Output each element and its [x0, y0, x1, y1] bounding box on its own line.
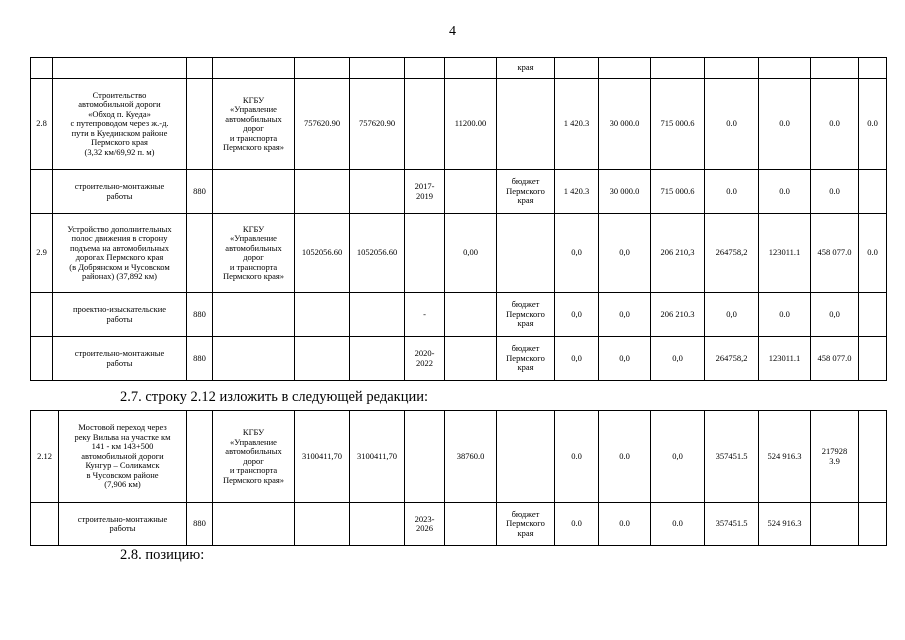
- object-name: Строительство автомобильной дороги «Обход п. Куеда» с путепроводом через ж.-д. пути в Куединском районе Пермского края (3,32 км/69,92 п. м): [53, 79, 187, 170]
- value-cell: 0,0: [599, 214, 651, 293]
- object-name: Устройство дополнительных полос движения в сторону подъема на автомобильных дорогах Пермского края (в Добрянском и Чусовском районах) (37,892 км): [53, 214, 187, 293]
- value-cell: 458 077.0: [811, 214, 859, 293]
- table-row: [31, 214, 887, 293]
- value-cell: 0.0: [651, 503, 705, 546]
- value-cell: [350, 293, 405, 337]
- value-cell: [295, 337, 350, 381]
- value-cell: 30 000.0: [599, 170, 651, 214]
- value-cell: [859, 337, 887, 381]
- code-cell: [187, 214, 213, 293]
- value-cell: 0.0: [705, 79, 759, 170]
- value-cell: 0,0: [651, 411, 705, 503]
- value-cell: 524 916.3: [759, 503, 811, 546]
- value-cell: 264758,2: [705, 337, 759, 381]
- value-cell: 38760.0: [445, 411, 497, 503]
- value-cell: [445, 503, 497, 546]
- value-cell: 715 000.6: [651, 79, 705, 170]
- section-heading: 2.7. строку 2.12 изложить в следующей редакции:: [120, 389, 428, 405]
- period-cell: 2020- 2022: [405, 337, 445, 381]
- row-number: 2.9: [31, 214, 53, 293]
- organization-cell: КГБУ «Управление автомобильных дорог и транспорта Пермского края»: [213, 214, 295, 293]
- value-cell: 0,0: [599, 293, 651, 337]
- value-cell: 0.0: [859, 214, 887, 293]
- row-number: [31, 293, 53, 337]
- value-cell: 357451.5: [705, 503, 759, 546]
- organization-cell: [213, 293, 295, 337]
- table-row: [31, 58, 887, 79]
- value-cell: 3100411,70: [350, 411, 405, 503]
- organization-cell: [213, 503, 295, 546]
- period-cell: [405, 411, 445, 503]
- value-cell: [445, 337, 497, 381]
- value-cell: 0.0: [811, 170, 859, 214]
- value-cell: 0.0: [599, 503, 651, 546]
- value-cell: [350, 503, 405, 546]
- work-name: проектно-изыскательские работы: [53, 293, 187, 337]
- value-cell: 0.0: [759, 79, 811, 170]
- value-cell: [811, 503, 859, 546]
- value-cell: 357451.5: [705, 411, 759, 503]
- code-cell: 880: [187, 170, 213, 214]
- value-cell: 0,0: [651, 337, 705, 381]
- value-cell: [859, 170, 887, 214]
- row-number: [31, 170, 53, 214]
- value-cell: 0.0: [859, 79, 887, 170]
- value-cell: 3100411,70: [295, 411, 350, 503]
- value-cell: [445, 293, 497, 337]
- value-cell: [295, 170, 350, 214]
- code-cell: 880: [187, 503, 213, 546]
- value-cell: 0.0: [759, 170, 811, 214]
- work-name: строительно-монтажные работы: [53, 170, 187, 214]
- code-cell: 880: [187, 337, 213, 381]
- work-name: строительно-монтажные работы: [53, 337, 187, 381]
- value-cell: 0.0: [759, 293, 811, 337]
- row-number: 2.12: [31, 411, 59, 503]
- value-cell: 0,0: [599, 337, 651, 381]
- value-cell: 757620.90: [295, 79, 350, 170]
- page-number: 4: [449, 24, 456, 39]
- organization-cell: [213, 337, 295, 381]
- value-cell: 11200.00: [445, 79, 497, 170]
- value-cell: 123011.1: [759, 337, 811, 381]
- value-cell: 524 916.3: [759, 411, 811, 503]
- value-cell: 206 210.3: [651, 293, 705, 337]
- value-cell: [859, 411, 887, 503]
- value-cell: 0,0: [555, 214, 599, 293]
- value-cell: 0.0: [555, 411, 599, 503]
- value-cell: [295, 503, 350, 546]
- value-cell: 264758,2: [705, 214, 759, 293]
- source-cell: бюджет Пермского края: [497, 293, 555, 337]
- program-table-1: [30, 57, 887, 381]
- table-row: [31, 503, 887, 546]
- period-cell: -: [405, 293, 445, 337]
- source-cell: бюджет Пермского края: [497, 170, 555, 214]
- period-cell: [405, 214, 445, 293]
- value-cell: 0,00: [445, 214, 497, 293]
- value-cell: 30 000.0: [599, 79, 651, 170]
- value-cell: [350, 170, 405, 214]
- organization-cell: КГБУ «Управление автомобильных дорог и транспорта Пермского края»: [213, 79, 295, 170]
- table-row: [31, 79, 887, 170]
- source-cell: края: [497, 58, 555, 79]
- source-cell: [497, 79, 555, 170]
- table-row: [31, 170, 887, 214]
- value-cell: 0,0: [555, 293, 599, 337]
- row-number: [31, 337, 53, 381]
- value-cell: 1 420.3: [555, 79, 599, 170]
- value-cell: 0.0: [705, 170, 759, 214]
- value-cell: 1052056.60: [295, 214, 350, 293]
- object-name: Мостовой переход через реку Вильва на участке км 141 - км 143+500 автомобильной дороги Кунгур – Соликамск в Чусовском районе (7,906 км): [59, 411, 187, 503]
- value-cell: 757620.90: [350, 79, 405, 170]
- organization-cell: КГБУ «Управление автомобильных дорог и транспорта Пермского края»: [213, 411, 295, 503]
- value-cell: [859, 503, 887, 546]
- organization-cell: [213, 170, 295, 214]
- value-cell: 715 000.6: [651, 170, 705, 214]
- value-cell: 0.0: [555, 503, 599, 546]
- table-row: [31, 293, 887, 337]
- value-cell: 1 420.3: [555, 170, 599, 214]
- section-heading: 2.8. позицию:: [120, 547, 205, 563]
- value-cell: 0,0: [555, 337, 599, 381]
- value-cell: [350, 337, 405, 381]
- period-cell: 2017- 2019: [405, 170, 445, 214]
- value-cell: 0.0: [811, 79, 859, 170]
- period-cell: [405, 79, 445, 170]
- source-cell: бюджет Пермского края: [497, 503, 555, 546]
- value-cell: 458 077.0: [811, 337, 859, 381]
- table-row: [31, 411, 887, 503]
- program-table-2: [30, 410, 887, 546]
- value-cell: [859, 293, 887, 337]
- value-cell: [295, 293, 350, 337]
- period-cell: 2023- 2026: [405, 503, 445, 546]
- row-number: [31, 503, 59, 546]
- code-cell: [187, 411, 213, 503]
- value-cell: 0,0: [811, 293, 859, 337]
- table-row: [31, 337, 887, 381]
- code-cell: 880: [187, 293, 213, 337]
- value-cell: 0.0: [599, 411, 651, 503]
- work-name: строительно-монтажные работы: [59, 503, 187, 546]
- source-cell: [497, 411, 555, 503]
- row-number: 2.8: [31, 79, 53, 170]
- value-cell: 123011.1: [759, 214, 811, 293]
- source-cell: [497, 214, 555, 293]
- value-cell: 217928 3.9: [811, 411, 859, 503]
- value-cell: 1052056.60: [350, 214, 405, 293]
- source-cell: бюджет Пермского края: [497, 337, 555, 381]
- code-cell: [187, 79, 213, 170]
- value-cell: [445, 170, 497, 214]
- value-cell: 0,0: [705, 293, 759, 337]
- value-cell: 206 210,3: [651, 214, 705, 293]
